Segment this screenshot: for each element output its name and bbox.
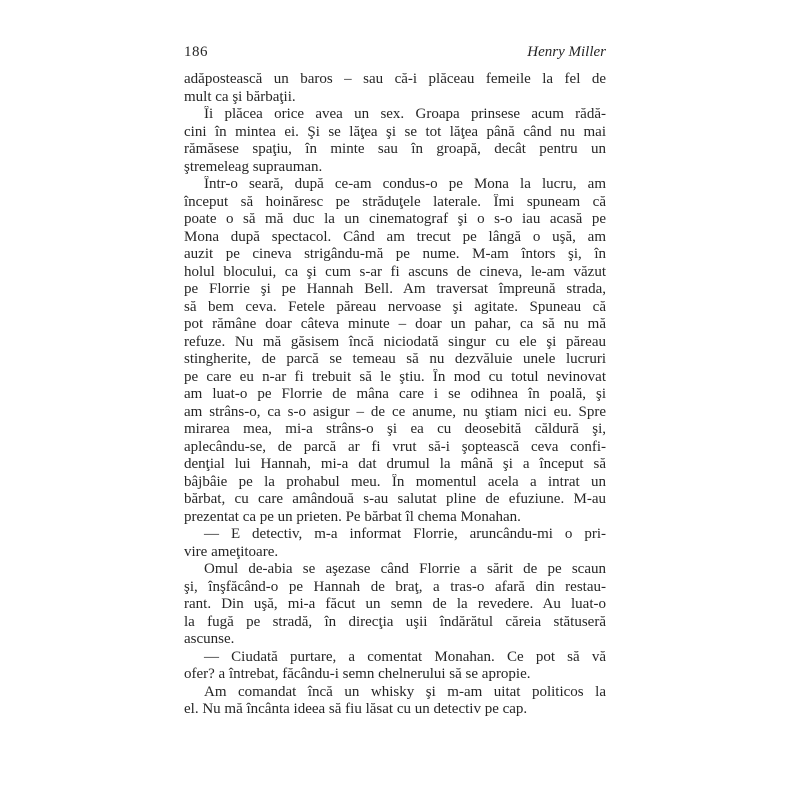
text-line: holul blocului, ca şi cum s-ar fi ascuns de cineva, le-am văzut — [184, 263, 606, 280]
text-line: la fugă pe stradă, în direcţia uşii îndărătul căreia stătuseră — [184, 613, 606, 630]
text-line: Într-o seară, după ce-am condus-o pe Mona la lucru, am — [204, 176, 606, 192]
text-line: bărbat, cu care amândouă s-au salutat pline de efuziune. M-au — [184, 491, 606, 507]
text-line: auzit pe cineva strigându-mă pe nume. M-am întors şi, în — [184, 246, 606, 262]
text-line: cini în mintea ei. Şi se lăţea şi se tot lăţea până când nu mai — [184, 123, 606, 140]
text-line: denţial lui Hannah, mi-a dat drumul la mână şi a început să — [184, 456, 606, 472]
page-number: 186 — [184, 44, 208, 60]
text-line: prezentat ca pe un prieten. Pe bărbat îl chema Monahan. — [184, 508, 521, 525]
text-line: ofer? a întrebat, făcându-i semn chelnerului să se apropie. — [184, 666, 531, 682]
text-line: rant. Din uşă, mi-a făcut un semn de la revedere. Au luat-o — [184, 596, 606, 612]
text-line: el. Nu mă încânta ideea să fiu lăsat cu un detectiv pe cap. — [184, 701, 528, 717]
text-line: pe Florrie şi pe Hannah Bell. Am traversat împreună strada, — [184, 281, 606, 297]
paragraph — [184, 684, 606, 719]
text-line: să bem ceva. Fetele păreau nervoase şi agitate. Spuneau că — [184, 298, 606, 315]
text-line: pe care eu n-ar fi trebuit să le ştiu. În mod cu totul nevinovat — [184, 368, 606, 385]
text-line: — Ciudată purtare, a comentat Monahan. Ce pot să vă — [204, 648, 606, 665]
text-line: stingherite, de parcă se temeau să nu dezvăluie unele lucruri — [184, 351, 606, 367]
text-line: poate o să mă duc la un cinematograf şi o s-o iau acasă pe — [184, 211, 606, 227]
text-line: Îi plăcea orice avea un sex. Groapa prinsese acum rădă- — [204, 106, 606, 122]
paragraph — [184, 561, 606, 649]
text-line: — E detectiv, m-a informat Florrie, aruncându-mi o pri- — [204, 526, 606, 542]
text-line: Am comandat încă un whisky şi m-am uitat politicos la — [204, 683, 606, 700]
paragraph — [184, 526, 606, 561]
running-head-author: Henry Miller — [527, 44, 606, 60]
text-line: mirarea mea, mi-a strâns-o şi ea cu deosebită căldură şi, — [184, 421, 606, 437]
text-line: rămăsese spaţiu, în minte sau în groapă, decât pentru un — [184, 141, 606, 157]
text-line: mult ca şi bărbaţii. — [184, 88, 296, 105]
paragraph — [184, 106, 606, 176]
paragraph — [184, 71, 606, 106]
text-line: adăpostească un baros – sau că-i plăceau femeile la fel de — [184, 71, 606, 87]
paragraph — [184, 176, 606, 526]
paragraph — [184, 649, 606, 684]
text-line: şi, înşfăcând-o pe Hannah de braţ, a tras-o afară din restau- — [184, 578, 606, 595]
text-line: am luat-o pe Florrie de mâna care i se odihnea în poală, şi — [184, 386, 606, 402]
text-line: vire ameţitoare. — [184, 543, 279, 560]
running-header — [184, 43, 606, 61]
text-line: început să hoinăresc pe străduţele laterale. Îmi spuneam că — [184, 193, 606, 210]
text-line: Omul de-abia se aşezase când Florrie a sărit de pe scaun — [204, 561, 606, 577]
page-body — [184, 71, 606, 719]
text-line: Mona după spectacol. Când am trecut pe lângă o uşă, am — [184, 228, 606, 245]
text-line: refuze. Nu mă găsisem încă niciodată singur cu ele şi păreau — [184, 333, 606, 350]
text-line: aplecându-se, de parcă ar fi vrut să-i şoptească ceva confi- — [184, 438, 606, 455]
text-line: ascunse. — [184, 631, 235, 647]
text-line: pot rămâne doar câteva minute – doar un pahar, ca să nu mă — [184, 316, 606, 332]
text-line: am strâns-o, ca s-o asigur – de ce anume, nu ştiam nici eu. Spre — [184, 403, 606, 420]
text-line: ştremeleag suprauman. — [184, 158, 323, 175]
text-line: bâjbâie pe la prohabul meu. În momentul acela a intrat un — [184, 473, 606, 490]
